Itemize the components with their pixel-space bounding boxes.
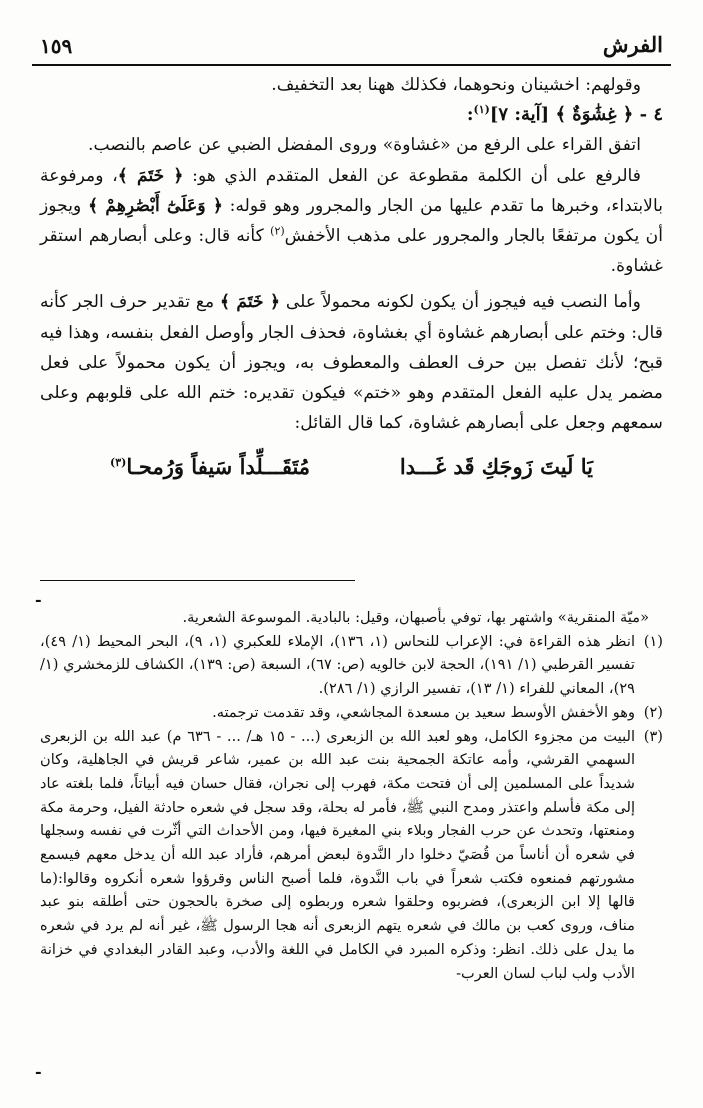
footnote-item [40, 630, 663, 701]
verse-reference: [آية: ٧] [489, 104, 550, 126]
footnote-continuation: «ميّة المنقرية» واشتهر بها، توفي بأصبهان، وقيل: بالبادية. الموسوعة الشعرية. [182, 609, 649, 626]
footnote-text: وهو الأخفش الأوسط سعيد بن مسعدة المجاشعي، وقد تقدمت ترجمته. [212, 703, 635, 721]
text-span: وأما النصب فيه فيجوز أن يكون لكونه محمولاً على [285, 292, 641, 313]
footnote-text: انظر هذه القراءة في: الإعراب للنحاس (١، ١٣٦)، الإملاء للعكبري (١، ٩)، البحر المحيط (١/ ٤٩)، تفسير القرطبي (١/ ١٩١)، الحجة لابن خالويه (ص: ٦٧)، السبعة (ص: ١٣٩)، الكشاف للزمخشري (١/ ٢٩)، المعاني للفراء (١/ ١٣)، تفسير الرازي (١/ ٢٨٦). [40, 632, 635, 698]
footnote-item [40, 701, 663, 725]
footnotes [40, 606, 663, 985]
main-text [40, 70, 663, 496]
footnote-separator [40, 580, 355, 581]
text-span: ، ومرفوعة بالابتداء، وخبرها ما تقدم عليها من الجار والمجرور وهو قوله: [40, 165, 663, 216]
paragraph-nasb [40, 287, 663, 438]
footnote-ref: (١) [473, 103, 490, 117]
quran-phrase: ﴿ وَعَلَىٰٓ أَبْصَٰرِهِمْ ﴾ [88, 195, 223, 216]
text-span: ويجوز أن يكون مرتفعًا بالجار والمجرور على مذهب الأخفش [40, 195, 663, 247]
verse-second-hemistich [110, 452, 310, 482]
footnote-ref: (٢) [270, 224, 285, 238]
paragraph-raf [40, 161, 663, 282]
page-header [40, 32, 663, 62]
dash-mark: - [35, 1062, 42, 1081]
footnote-text: البيت من مجزوء الكامل، وهو لعبد الله بن الزبعرى (... - ١٥ هـ/ ... - ٦٣٦ م) عبد الله بن الزبعرى السهمي القرشي، وأمه عاتكة الجمحية بنت عبد الله بن عمير، شاعر قريش في الجاهلية، وكان شديداً على المسلمين إلى أن فتحت مكة، فهرب إلى نجران، فقال حسان فيه أبياتاً، فلما بلغته عاد إلى مكة فأسلم واعتذر ومدح النبي ﷺ، فأمر له بحلة، وقد سجل في شعره حادثة الفيل، وحرمة مكة ومنعتها، وتحدث عن حرب الفجار وبلاء بني المغيرة فيها، ومن الأحداث التي أثّرت في نفسه وسجلها في شعره أن أناساً من قُصَيّ دخلوا دار النَّدوة لبعض أمرهم، فأراد عبد الله أن يدخل معهم فيسمع مشورتهم فمنعوه فكتب شعراً في باب النَّدوة، فلما أصبح الناس وقرؤوا شعره أنكروه وقالوا:(ما قالها إلا ابن الزبعرى)، فضربوه وحلقوا شعره وربطوه إلى صخرة بالحجون حتى أطلقه بنو عبد مناف، وروى كعب بن مالك في شعره يتهم الزبعرى أنه هجا الرسول ﷺ، غير أنه لم يرد في شعره ما يدل على ذلك. انظر: وذكره المبرد في الكامل في اللغة والأدب، وعبد القادر البغدادي في خزانة الأدب ولب لباب لسان العرب- [40, 727, 635, 982]
chapter-title: الفرش [602, 32, 663, 57]
heading-colon: : [466, 104, 474, 126]
footnote-number: (٣) [643, 727, 663, 745]
dash-mark: - [35, 590, 42, 609]
text-span: مع تقدير حرف الجر كأنه قال: وختم على أبصارهم غشاوة أي بغشاوة، فحذف الجار وأوصل الفعل بنفسه، وهذا فيه قبح؛ لأنك تفصل بين حرف العطف والمعطوف به، ويجوز أن يكون محمولاً على فعل مضمر يدل عليه الفعل المتقدم وهو «ختم» فيكون تقديره: ختم الله على قلوبهم وعلى سمعهم وجعل على أبصارهم غشاوة، كما قال القائل: [40, 292, 663, 434]
text-span: كأنه قال: وعلى أبصارهم استقر غشاوة. [40, 226, 663, 277]
quran-word: ﴿ خَتَمَ ﴾ [117, 165, 184, 186]
quran-word: ﴿ خَتَمَ ﴾ [220, 292, 281, 313]
footnote-number: (١) [643, 632, 663, 650]
footnote-ref: (٣) [110, 456, 127, 470]
text-line: وقولهم: اخشينان ونحوهما، فكذلك ههنا بعد التخفيف. [271, 75, 641, 95]
page-number: ١٥٩ [40, 34, 73, 58]
footnote-item [40, 725, 663, 986]
verse-first-hemistich: يَا لَيتَ زَوجَكِ قَد غَـــدا [399, 454, 593, 480]
quran-word: ﴿ غِشَٰوَةٌ ﴾ [555, 104, 634, 126]
header-rule [32, 64, 671, 66]
paragraph-agreement: اتفق القراء على الرفع من «غشاوة» وروى المفضل الضبي عن عاصم بالنصب. [88, 135, 641, 156]
poetry-verse [40, 448, 663, 496]
text-span: فالرفع على أن الكلمة مقطوعة عن الفعل المتقدم الذي هو: [192, 165, 642, 186]
footnote-number: (٢) [643, 703, 663, 721]
section-heading [40, 100, 663, 130]
hemistich-text: مُتَقَـــلِّداً سَيفاً وَرُمحـا [126, 454, 311, 480]
heading-number: ٤ - [639, 104, 663, 126]
